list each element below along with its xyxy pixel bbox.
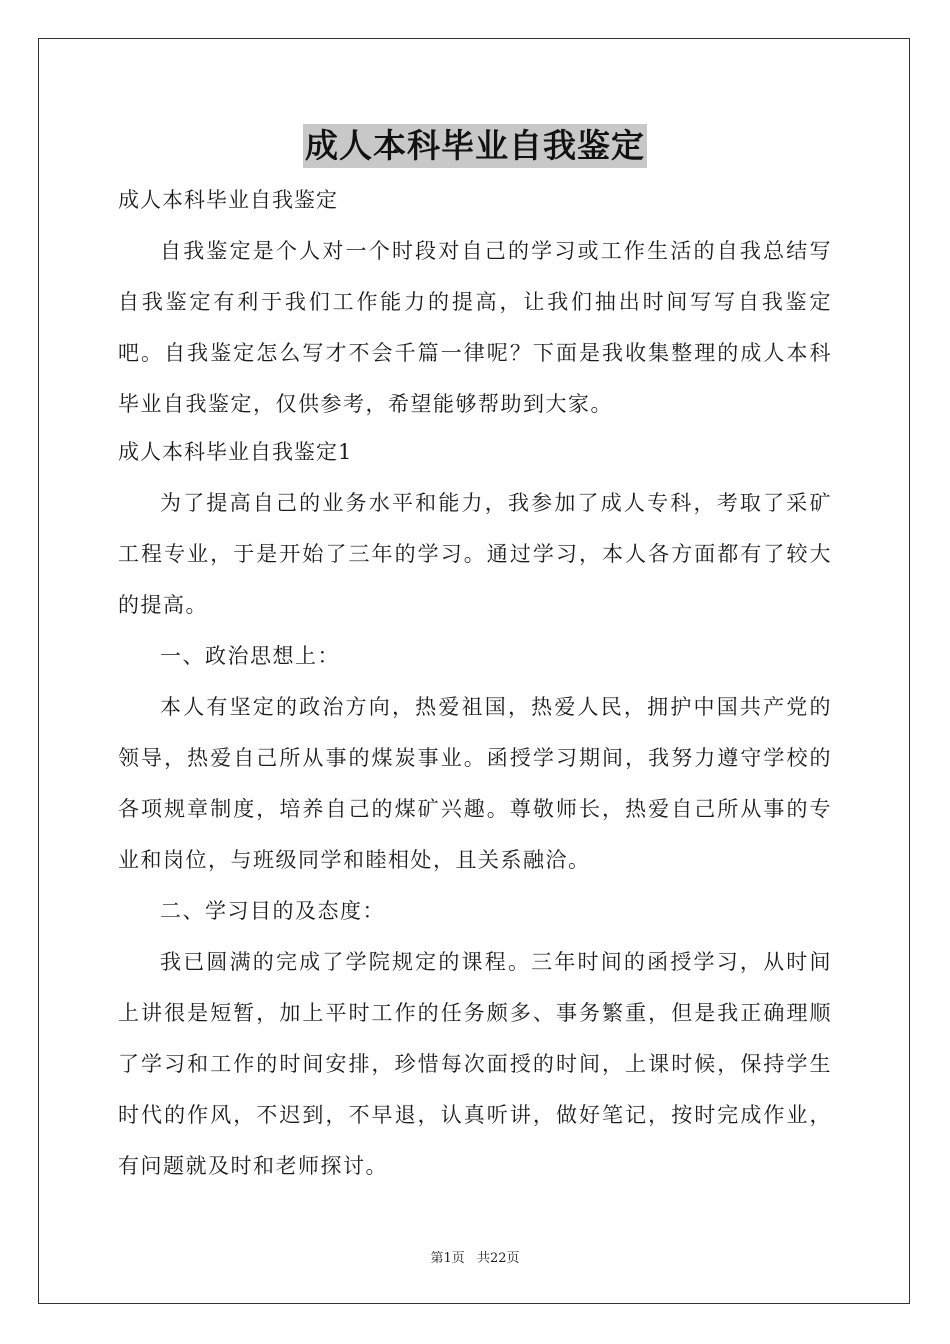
study-heading: 二、学习目的及态度： — [160, 899, 385, 923]
intro-paragraph: 自我鉴定是个人对一个时段对自己的学习或工作生活的自我总结写自我鉴定有利于我们工作能力的提高，让我们抽出时间写写自我鉴定吧。自我鉴定怎么写才不会千篇一律呢？下面是我收集整理的成人本科毕业自我鉴定，仅供参考，希望能够帮助到大家。 — [118, 239, 832, 416]
study-paragraph: 我已圆满的完成了学院规定的课程。三年时间的函授学习，从时间上讲很是短暂，加上平时工作的任务颇多、事务繁重，但是我正确理顺了学习和工作的时间安排，珍惜每次面授的时间，上课时候，保持学生时代的作风，不迟到，不早退，认真听讲，做好笔记，按时完成作业，有问题就及时和老师探讨。 — [118, 950, 832, 1178]
politics-paragraph: 本人有坚定的政治方向，热爱祖国，热爱人民，拥护中国共产党的领导，热爱自己所从事的煤炭事业。函授学习期间，我努力遵守学校的各项规章制度，培养自己的煤矿兴趣。尊敬师长，热爱自己所从事的专业和岗位，与班级同学和睦相处，且关系融洽。 — [118, 695, 832, 872]
page-total: 共22页 — [476, 1251, 520, 1266]
page-number: 第1页 — [430, 1251, 465, 1266]
page-title: 成人本科毕业自我鉴定 — [303, 124, 647, 168]
document-body — [118, 178, 832, 1192]
politics-heading: 一、政治思想上： — [160, 644, 340, 668]
document-subtitle: 成人本科毕业自我鉴定 — [118, 188, 338, 212]
page-footer — [0, 1247, 950, 1266]
section-paragraph: 为了提高自己的业务水平和能力，我参加了成人专科，考取了采矿工程专业，于是开始了三年的学习。通过学习，本人各方面都有了较大的提高。 — [118, 491, 832, 617]
title-container — [0, 124, 950, 168]
section-heading: 成人本科毕业自我鉴定1 — [118, 440, 353, 464]
